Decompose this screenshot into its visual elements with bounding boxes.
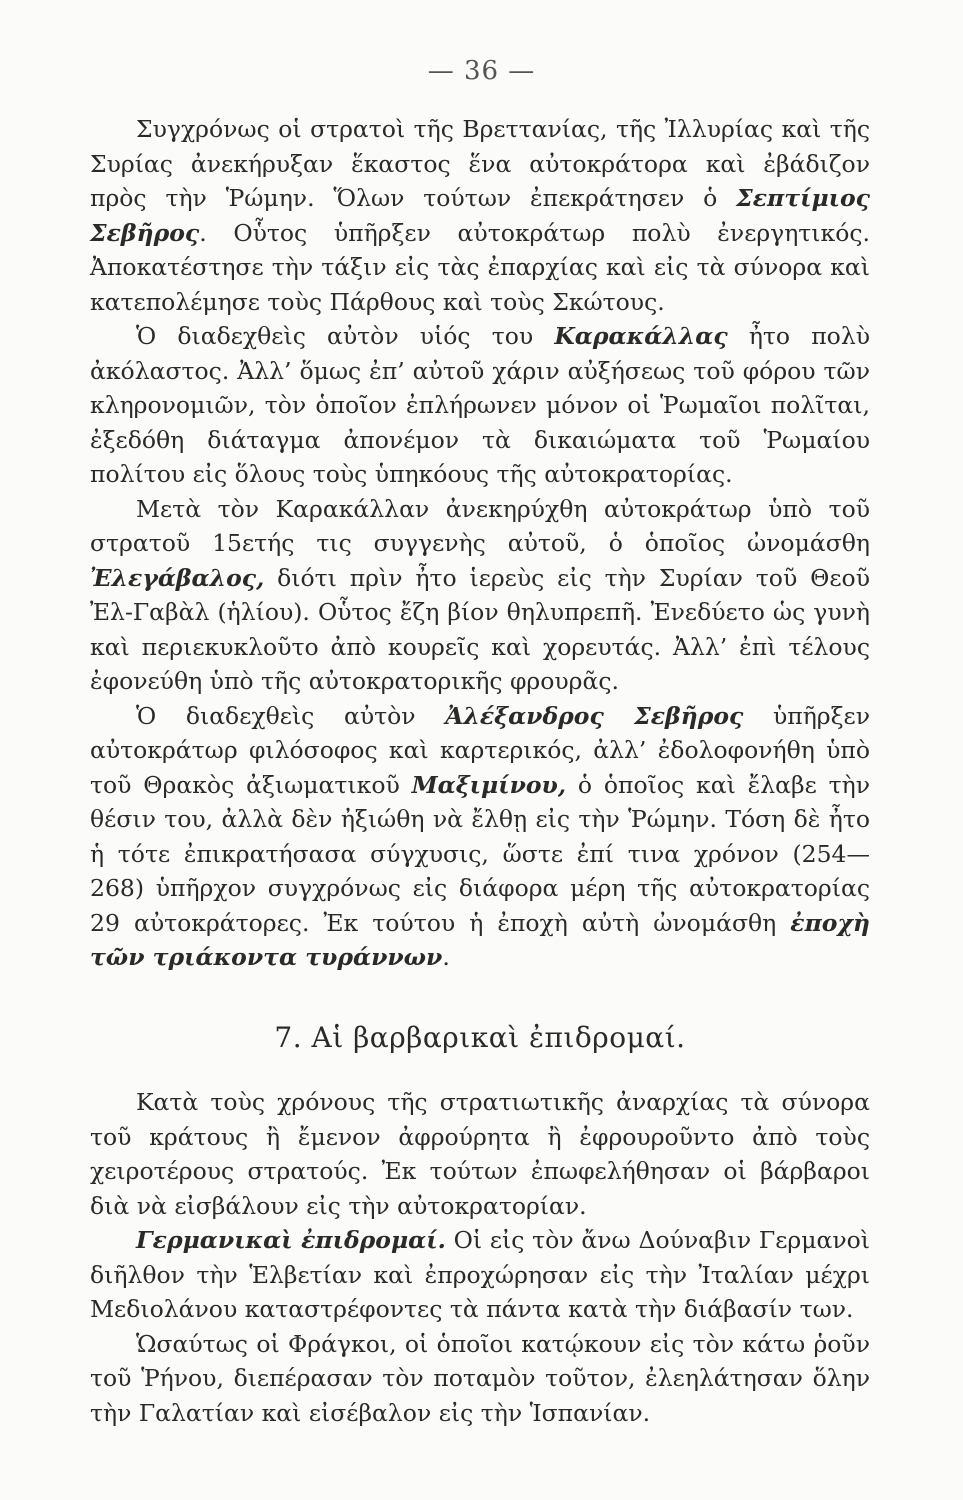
emphasized-name: Σεπτίμιος Σεβῆρος <box>90 184 870 247</box>
text-run: ἦτο πολὺ ἀκόλαστος. Ἀλλ’ ὅμως ἐπ’ αὐτοῦ χάριν αὐξήσεως τοῦ φόρου τῶν κληρονομιῶν, τὸν ὁποῖον ἐπλήρωνεν μόνον οἱ Ῥωμαῖοι πολῖται, ἐξεδόθη διάταγμα ἀπονέμον τὰ δικαιώματα τοῦ Ῥωμαίου πολίτου εἰς ὅλους τοὺς ὑπηκόους τῆς αὐτοκρατορίας. <box>90 322 870 488</box>
emphasized-name: Γερμανικαὶ ἐπιδρομαί. <box>136 1226 446 1254</box>
paragraph <box>90 319 870 492</box>
text-run: . <box>442 943 450 971</box>
emphasized-name: Μαξιμίνου, <box>411 770 567 799</box>
paragraph <box>90 492 870 699</box>
text-run: διότι πρὶν ἦτο ἱερεὺς εἰς τὴν Συρίαν τοῦ Θεοῦ Ἐλ-Γαβὰλ (ἡλίου). Οὗτος ἔζη βίον θηλυπρεπῆ. Ἐνεδύετο ὡς γυνὴ καὶ περιεκυκλοῦτο ἀπὸ κουρεῖς καὶ χορευτάς. Ἀλλ’ ἐπὶ τέλους ἐφονεύθη ὑπὸ τῆς αὐτοκρατορικῆς φρουρᾶς. <box>90 563 870 695</box>
emphasized-name: Ἀλέξανδρος Σεβῆρος <box>445 701 744 730</box>
body-text <box>90 112 870 1430</box>
section-paragraphs-group <box>90 1085 870 1430</box>
paragraph <box>90 112 870 319</box>
emphasized-name: Ἐλεγάβαλος, <box>90 563 265 592</box>
page-number: — 36 — <box>427 56 536 86</box>
text-run: Ὡσαύτως οἱ Φράγκοι, οἱ ὁποῖοι κατῴκουν εἰς τὸν κάτω ῥοῦν τοῦ Ῥήνου, διεπέρασαν τὸν ποταμὸν τοῦτον, ἐλεηλάτησαν ὅλην τὴν Γαλατίαν καὶ εἰσέβαλον εἰς τὴν Ἱσπανίαν. <box>90 1329 870 1427</box>
text-run: Ὁ διαδεχθεὶς αὐτὸν <box>136 701 446 730</box>
text-run: Κατὰ τοὺς χρόνους τῆς στρατιωτικῆς ἀναρχίας τὰ σύνορα τοῦ κράτους ἢ ἔμενον ἀφρούρητα ἢ ἐφρουροῦντο ἀπὸ τοὺς χειροτέρους στρατούς. Ἐκ τούτων ἐπωφελήθησαν οἱ βάρβαροι διὰ νὰ εἰσβάλουν εἰς τὴν αὐτοκρατορίαν. <box>90 1088 870 1220</box>
paragraph <box>90 1327 870 1431</box>
text-run: ὁ ὁποῖος καὶ ἔλαβε τὴν θέσιν του, ἀλλὰ δὲν ἠξιώθη νὰ ἔλθῃ εἰς τὴν Ῥώμην. Τόση δὲ ἦτο ἡ τότε ἐπικρατήσασα σύγχυσις, ὥστε ἐπί τινα χρόνον (254—268) ὑπῆρχον συγχρόνως εἰς διάφορα μέρη τῆς αὐτοκρατορίας 29 αὐτοκράτορες. Ἐκ τούτου ἡ ἐποχὴ αὐτὴ ὠνομάσθη <box>90 770 870 937</box>
text-run: . Οὗτος ὑπῆρξεν αὐτοκράτωρ πολὺ ἐνεργητικός. Ἀποκατέστησε τὴν τάξιν εἰς τὰς ἐπαρχίας καὶ εἰς τὰ σύνορα καὶ κατεπολέμησε τοὺς Πάρθους καὶ τοὺς Σκώτους. <box>90 218 870 316</box>
text-run: ὑπῆρξεν αὐτοκράτωρ φιλόσοφος καὶ καρτερικός, ἀλλ’ ἐδολοφονήθη ὑπὸ τοῦ Θρακὸς ἀξιωματικοῦ <box>90 701 870 799</box>
text-run: Μετὰ τὸν Καρακάλλαν ἀνεκηρύχθη αὐτοκράτωρ ὑπὸ τοῦ στρατοῦ 15ετής τις συγγενὴς αὐτοῦ, ὁ ὁποῖος ὠνομάσθη <box>90 494 870 557</box>
paragraph <box>90 1085 870 1223</box>
emphasized-name: Καρακάλλας <box>554 322 728 350</box>
section-heading: 7. Αἱ βαρβαρικαὶ ἐπιδρομαί. <box>274 1020 686 1054</box>
paragraphs-group <box>90 112 870 975</box>
emphasized-name: ἐποχὴ τῶν τριάκοντα τυράννων <box>90 908 870 971</box>
paragraph <box>90 1223 870 1327</box>
text-run: Οἱ εἰς τὸν ἄνω Δούναβιν Γερμανοὶ διῆλθον τὴν Ἑλβετίαν καὶ ἐπροχώρησαν εἰς τὴν Ἰταλίαν μέχρι Μεδιολάνου καταστρέφοντες τὰ πάντα κατὰ τὴν διάβασίν των. <box>90 1226 870 1323</box>
text-run: Ὁ διαδεχθεὶς αὐτὸν υἱός του <box>136 322 555 350</box>
text-run: Συγχρόνως οἱ στρατοὶ τῆς Βρεττανίας, τῆς Ἰλλυρίας καὶ τῆς Συρίας ἀνεκήρυξαν ἕκαστος ἕνα αὐτοκράτορα καὶ ἐβάδιζον πρὸς τὴν Ῥώμην. Ὅλων τούτων ἐπεκράτησεν ὁ <box>90 115 870 212</box>
paragraph <box>90 699 870 975</box>
